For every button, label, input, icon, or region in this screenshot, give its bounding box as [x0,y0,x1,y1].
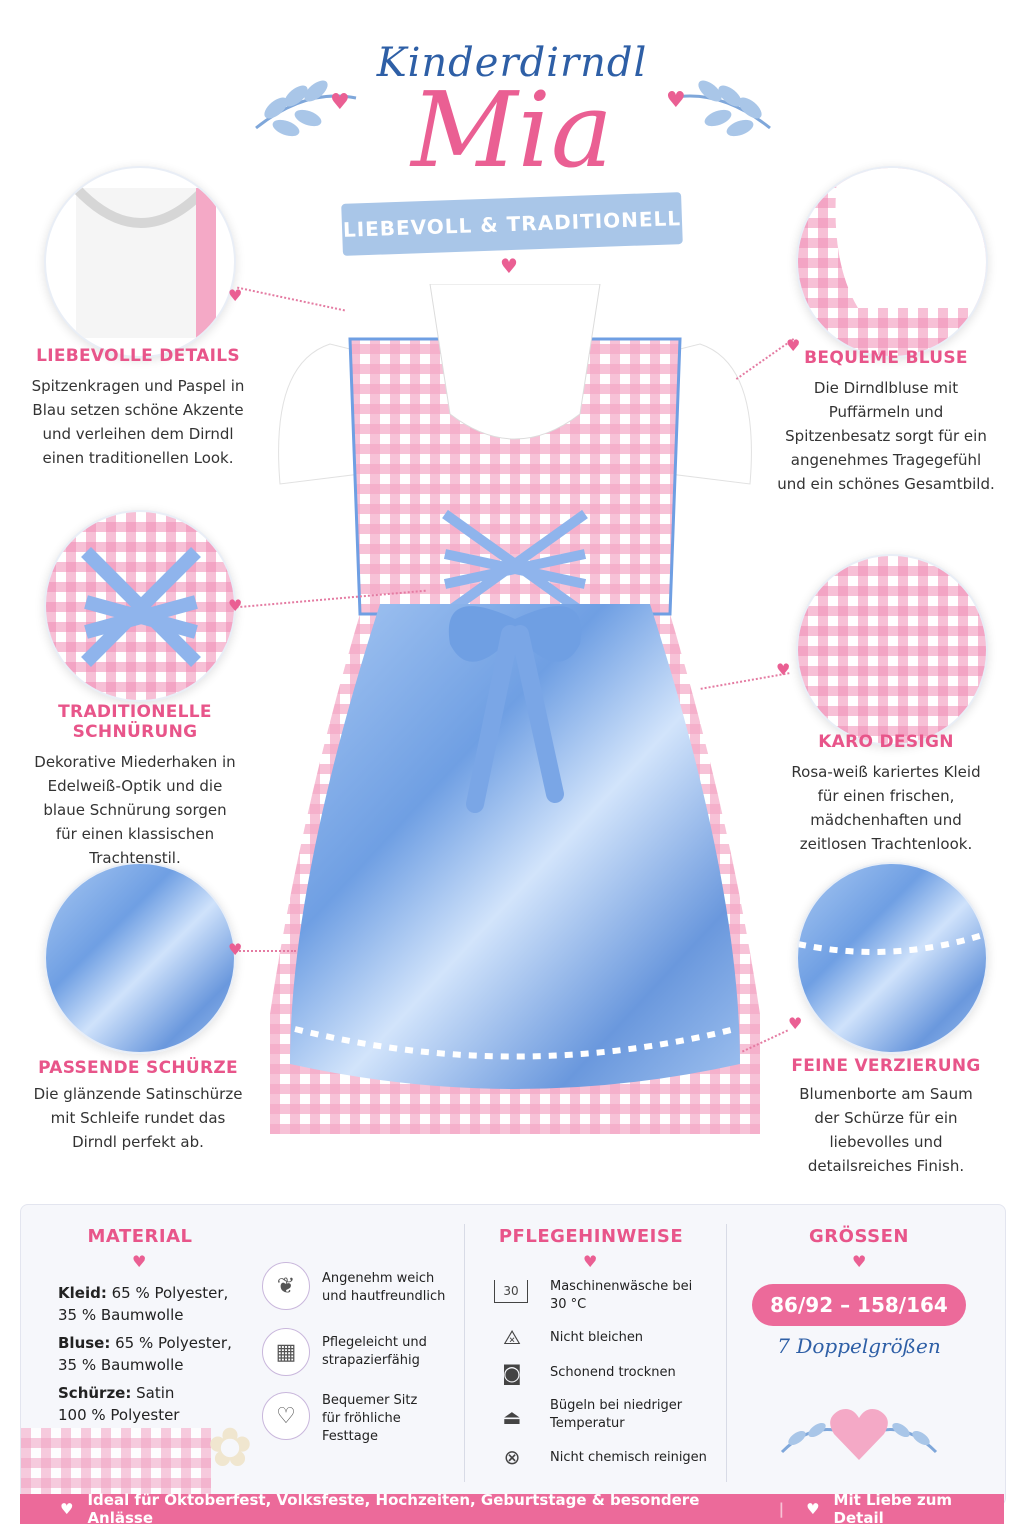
heart-icon: ♥ [776,660,791,679]
sizes-title: GRÖSSEN [809,1226,909,1247]
heart-icon: ♥ [666,88,686,113]
tumble-dry-icon: ◙ [502,1361,522,1385]
fabric-weave-icon: ▦ [262,1328,310,1376]
feature-title: KARO DESIGN [818,732,954,752]
care-text: Bügeln bei niedriger Temperatur [550,1398,683,1431]
heart-icon: ♥ [132,1252,147,1271]
feature-title: BEQUEME BLUSE [804,348,968,368]
feature-verzierung [770,1056,1002,1178]
product-title: Mia [411,69,613,191]
feature-title: TRADITIONELLE SCHNÜRUNG [58,702,212,742]
feather-icon: ❦ [262,1262,310,1310]
heart-icon: ♥ [228,286,243,305]
feature-text: Rosa-weiß kariertes Kleid für einen frischen, mädchenhaften und zeitlosen Trachtenlook. [791,763,981,853]
edelweiss-icon: ✿ [207,1416,253,1479]
feature-text: Die Dirndlbluse mit Puffärmeln und Spitzenbesatz sorgt für ein angenehmes Tragegefühl und ein schönes Gesamtbild. [777,379,995,493]
footer-divider: | [778,1500,785,1518]
material-title: MATERIAL [87,1226,193,1247]
detail-circle-apron [44,862,236,1054]
feature-text: Spitzenkragen und Paspel in Blau setzen schöne Akzente und verleihen dem Dirndl einen traditionellen Look. [31,377,245,467]
heart-icon: ♥ [228,596,243,615]
feature-text: Die glänzende Satinschürze mit Schleife rundet das Dirndl perfekt ab. [33,1085,243,1151]
material-item: Kleid: 65 % Polyester, 35 % Baumwolle [58,1284,229,1324]
detail-circle-sleeve [796,166,988,358]
detail-circle-collar [44,166,236,358]
wash-30-icon: 30 [494,1280,528,1303]
heart-icon: ♥ [788,1014,803,1033]
benefit-text: Pflegeleicht und strapazierfähig [322,1335,427,1368]
care-title: PFLEGEHINWEISE [498,1226,684,1247]
dirndl-dress-image [270,284,760,1164]
footer-bar [20,1491,1004,1527]
feature-title: FEINE VERZIERUNG [791,1056,981,1076]
material-item: Schürze: Satin 100 % Polyester [58,1384,180,1424]
feature-text: Dekorative Miederhaken in Edelweiß-Optik und die blaue Schnürung sorgen für einen klassischen Trachtenstil. [34,753,236,867]
benefit-text: Bequemer Sitz für fröhliche Festtage [322,1393,418,1444]
feature-details [10,346,266,470]
care-text: Schonend trocknen [550,1365,676,1380]
heart-icon: ♥ [806,1500,820,1518]
footer-left-text: Ideal für Oktoberfest, Volksfeste, Hochzeiten, Geburtstage & besondere Anlässe [87,1491,700,1527]
footer-right-text: Mit Liebe zum Detail [833,1491,953,1527]
heart-icon: ♥ [60,1500,74,1518]
feature-text: Blumenborte am Saum der Schürze für ein liebevolles und detailsreiches Finish. [799,1085,973,1175]
product-subtitle: Kinderdirndl [376,40,648,86]
iron-low-icon: ⏏ [502,1405,522,1429]
column-divider [464,1224,465,1482]
tagline-ribbon [341,192,683,256]
heart-branch-icon [772,1382,946,1468]
heart-icon: ♥ [852,1252,867,1271]
size-range-badge: 86/92 – 158/164 [752,1284,966,1326]
heart-icon: ♥ [786,336,801,355]
feature-schuerze [10,1058,266,1154]
material-item: Bluse: 65 % Polyester, 35 % Baumwolle [58,1334,232,1374]
feature-schnuerung [0,702,270,870]
no-dry-clean-icon: ⊗ [503,1445,521,1469]
no-bleach-icon: ⨻ [503,1325,521,1349]
care-text: Nicht bleichen [550,1330,644,1345]
tagline-text: LIEBEVOLL & TRADITIONELL [342,206,682,242]
detail-circle-trim [796,862,988,1054]
heart-icon: ♥ [330,90,350,115]
feature-title: PASSENDE SCHÜRZE [38,1058,238,1078]
detail-circle-lacing [44,510,236,702]
feature-title: LIEBEVOLLE DETAILS [36,346,240,366]
heart-icon: ♥ [583,1252,598,1271]
size-note: 7 Doppelgrößen [777,1334,941,1358]
feature-bluse [770,348,1002,496]
care-text: Nicht chemisch reinigen [550,1450,707,1465]
heart-outline-icon: ♡ [262,1392,310,1440]
gingham-corner [21,1428,211,1494]
benefit-text: Angenehm weich und hautfreundlich [322,1271,446,1304]
care-text: Maschinenwäsche bei 30 °C [550,1279,693,1312]
detail-circle-check [796,554,988,746]
heart-icon: ♥ [500,254,518,278]
connector-line [236,950,296,952]
heart-icon: ♥ [228,940,243,959]
column-divider [726,1224,727,1482]
feature-karo [770,732,1002,856]
